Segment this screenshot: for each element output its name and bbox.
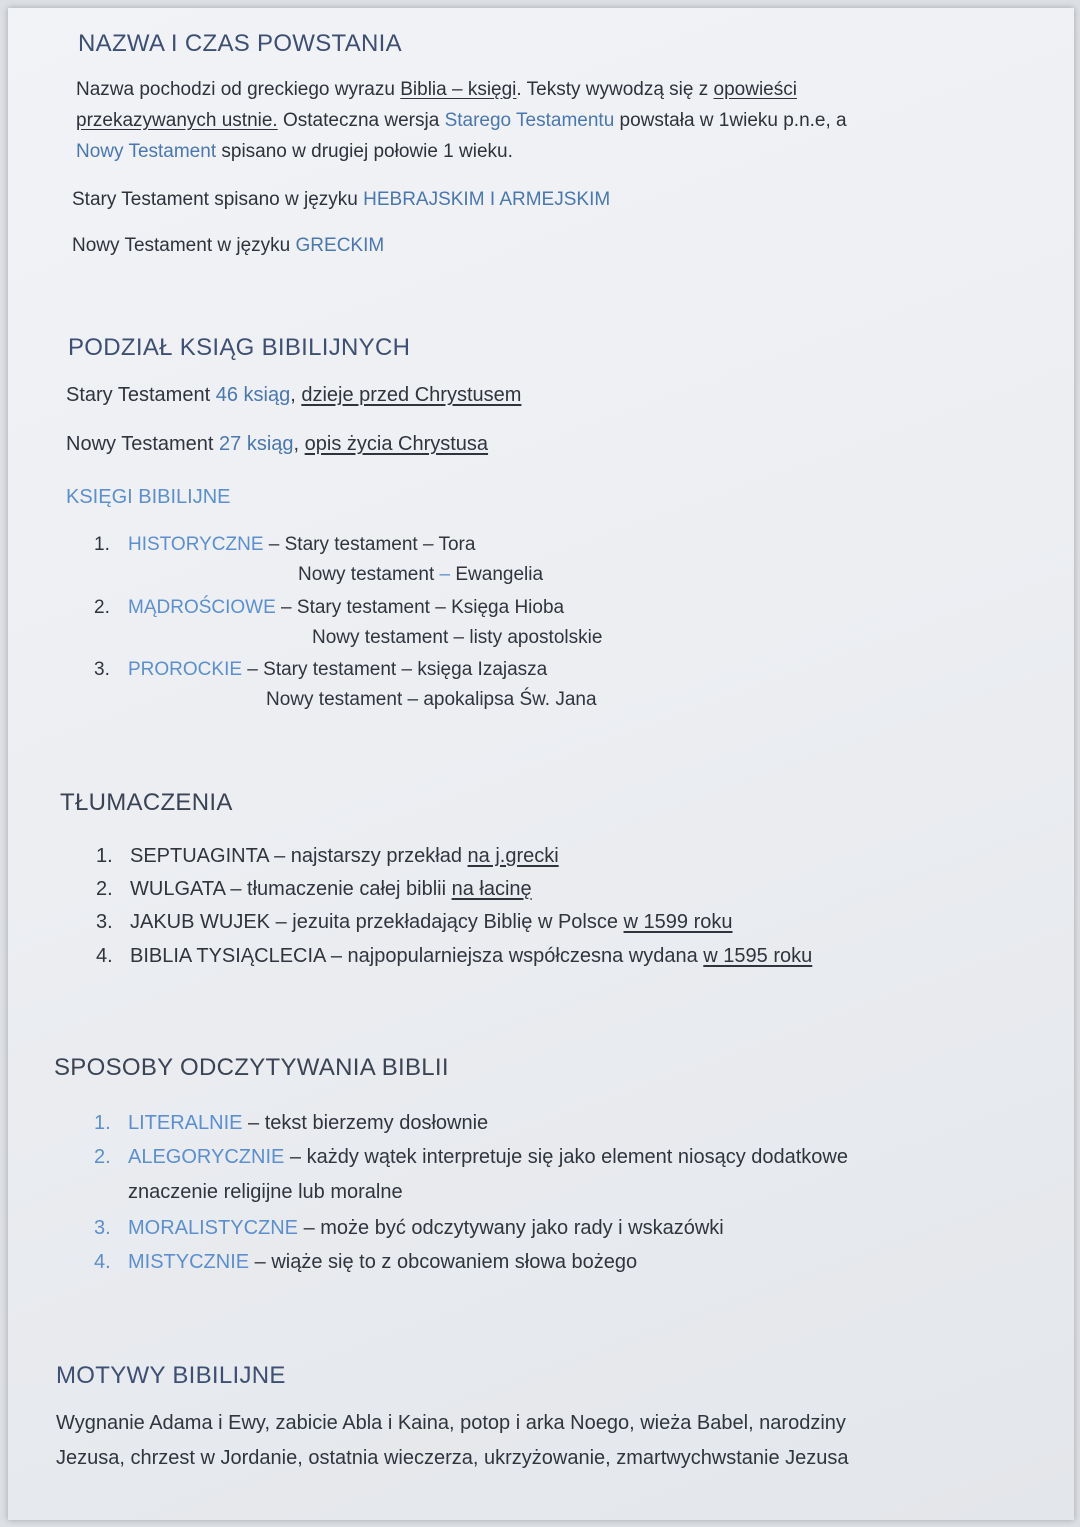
underlined-text: opis życia Chrystusa [304,433,489,455]
section-title-nazwa: NAZWA I CZAS POWSTANIA [78,30,402,57]
reading-method: MORALISTYCZNE [128,1217,299,1239]
text: Ostateczna wersja [277,110,445,131]
list-number: 3. [94,659,110,680]
text: , [293,433,305,455]
stary-testament-language [72,184,610,215]
text: Nowy Testament [66,433,220,455]
tlumaczenie-item [96,845,559,868]
reading-method: LITERALNIE [128,1112,243,1134]
ksiegi-item [94,597,564,619]
motywy-line-2: Jezusa, chrzest w Jordanie, ostatnia wieczerza, ukrzyżowanie, zmartwychwstanie Jezusa [56,1447,849,1469]
language-hebrew-aramaic: HEBRAJSKIM I ARMEJSKIM [363,189,611,210]
list-number: 4. [96,945,113,967]
list-number: 1. [94,1112,111,1134]
underlined-text: na łacinę [451,878,532,900]
list-number: 3. [96,911,113,933]
section-title-motywy: MOTYWY BIBILIJNE [56,1362,286,1389]
text: – [242,659,264,680]
old-testament-example: Stary testament – Księga Hioba [296,597,565,618]
ksiegi-item [94,534,475,556]
list-number: 1. [96,845,113,867]
ksiegi-item-nt [298,564,543,586]
podzial-stary [66,384,521,407]
text: , [290,384,302,406]
section-title-sposoby: SPOSOBY ODCZYTYWANIA BIBLII [54,1054,449,1081]
sposob-item [94,1251,637,1274]
book-type: MĄDROŚCIOWE [128,597,276,618]
old-testament-example: Stary testament – Tora [284,534,476,555]
book-type: PROROCKIE [128,659,243,680]
list-number: 2. [96,878,113,900]
text: Nowy Testament w języku [72,235,296,256]
text: SEPTUAGINTA – najstarszy przekład [130,845,468,867]
underlined-text: opowieści [713,79,797,100]
ksiegi-item-nt [266,689,597,711]
reading-method: ALEGORYCZNIE [128,1146,285,1168]
text: powstała w 1wieku p.n.e, a [614,110,847,131]
book-count: 27 ksiąg [219,433,294,455]
language-greek: GRECKIM [295,235,385,256]
underlined-text: przekazywanych ustnie. [76,110,278,131]
highlighted-text: Starego Testamentu [444,110,615,131]
reading-method: MISTYCZNIE [128,1251,250,1273]
section-title-tlumaczenia: TŁUMACZENIA [60,789,233,816]
text: WULGATA – tłumaczenie całej biblii [130,878,452,900]
text: Nazwa pochodzi od greckiego wyrazu [76,79,401,100]
method-description: – tekst bierzemy dosłownie [242,1112,489,1134]
underlined-text: w 1599 roku [623,911,733,933]
text: . Teksty wywodzą się z [516,79,714,100]
text: – [275,597,297,618]
podzial-nowy [66,433,488,456]
text: Stary Testament [66,384,216,406]
method-description: – każdy wątek interpretuje się jako element niosący dodatkowe [284,1146,848,1168]
book-count: 46 ksiąg [215,384,291,406]
tlumaczenie-item [96,911,733,934]
sposob-item [94,1112,488,1135]
new-testament-example: Nowy testament – listy apostolskie [312,627,603,648]
nowy-testament-language [72,230,384,261]
text: JAKUB WUJEK – jezuita przekładający Biblię w Polsce [130,911,624,933]
list-number: 3. [94,1217,111,1239]
section-title-ksiegi: KSIĘGI BIBILIJNE [66,486,231,508]
list-number: 4. [94,1251,111,1273]
highlighted-text: Nowy Testament [76,141,217,162]
text: BIBLIA TYSIĄCLECIA – najpopularniejsza współczesna wydana [130,945,704,967]
method-description: – wiąże się to z obcowaniem słowa bożego [249,1251,638,1273]
sposob-item-continuation [128,1181,403,1204]
paragraph-nazwa [76,74,1036,167]
new-testament-example: Nowy testament – apokalipsa Św. Jana [266,689,597,710]
method-description: – może być odczytywany jako rady i wskazówki [298,1217,724,1239]
motywy-line-1: Wygnanie Adama i Ewy, zabicie Abla i Kaina, potop i arka Noego, wieża Babel, narodziny [56,1412,846,1434]
text: Nowy testament [298,564,440,585]
underlined-text: dzieje przed Chrystusem [301,384,522,406]
ksiegi-item-nt [312,627,602,649]
old-testament-example: Stary testament – księga Izajasza [263,659,548,680]
tlumaczenie-item [96,945,812,968]
text: – [439,564,456,585]
text: – [263,534,285,555]
underlined-text: na j.grecki [467,845,559,867]
underlined-text: Biblia – księgi [400,79,517,100]
new-testament-example: Ewangelia [455,564,544,585]
ksiegi-item [94,659,547,681]
sposob-item [94,1217,724,1240]
text: spisano w drugiej połowie 1 wieku. [216,141,513,162]
list-number: 1. [94,534,110,555]
book-type: HISTORYCZNE [128,534,264,555]
sposob-item [94,1146,848,1169]
underlined-text: w 1595 roku [703,945,813,967]
list-number: 2. [94,597,110,618]
method-description: znaczenie religijne lub moralne [128,1181,403,1203]
document-page [8,8,1074,1520]
list-number: 2. [94,1146,111,1168]
section-title-podzial: PODZIAŁ KSIĄG BIBILIJNYCH [68,334,411,361]
text: Stary Testament spisano w języku [72,189,364,210]
tlumaczenie-item [96,878,532,901]
